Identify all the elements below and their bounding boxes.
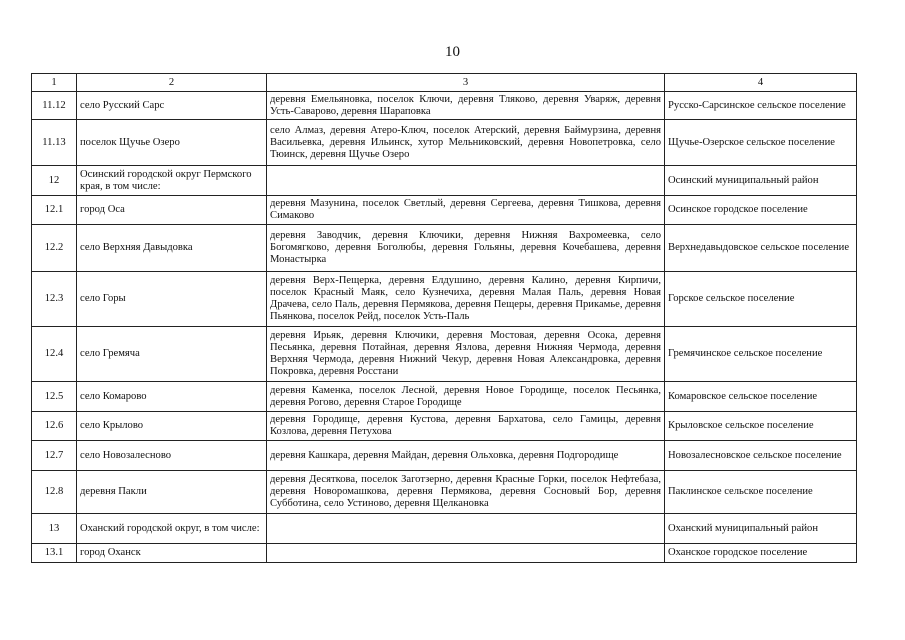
municipal-status: Паклинское сельское поселение: [665, 471, 857, 514]
settlement-center: Осинский городской округ Пермского края, в том числе:: [77, 166, 267, 196]
settlement-center: село Горы: [77, 272, 267, 327]
table-row: [32, 327, 857, 382]
row-number: 12.2: [32, 225, 77, 272]
municipal-status: Оханское городское поселение: [665, 544, 857, 563]
settlements-list: [267, 544, 665, 563]
row-number: 12.3: [32, 272, 77, 327]
settlement-center: село Комарово: [77, 382, 267, 412]
settlements-list: деревня Заводчик, деревня Ключики, деревня Нижняя Вахромеевка, село Богомягково, деревня Боголюбы, деревня Гольяны, деревня Кочебашева, деревня Монастырка: [267, 225, 665, 272]
row-number: 13: [32, 514, 77, 544]
municipal-status: Осинское городское поселение: [665, 196, 857, 225]
table-row: [32, 544, 857, 563]
row-number: 13.1: [32, 544, 77, 563]
settlements-list: село Алмаз, деревня Атеро-Ключ, поселок Атерский, деревня Баймурзина, деревня Васильевка, деревня Ильинск, хутор Мельниковский, деревня Новопетровка, село Тюинск, деревня Щучье Озеро: [267, 120, 665, 166]
settlement-center: Оханский городской округ, в том числе:: [77, 514, 267, 544]
municipal-status: Комаровское сельское поселение: [665, 382, 857, 412]
settlements-list: деревня Ирьяк, деревня Ключики, деревня Мостовая, деревня Осока, деревня Песьянка, деревня Потайная, деревня Язлова, деревня Нижняя Чермода, деревня Верхняя Чермода, деревня Нижний Чекур, деревня Новая Александровка, деревня Покровка, деревня Росстани: [267, 327, 665, 382]
municipal-status: Осинский муниципальный район: [665, 166, 857, 196]
header-cell: 2: [77, 74, 267, 92]
table-row: [32, 382, 857, 412]
row-number: 12.5: [32, 382, 77, 412]
row-number: 12.1: [32, 196, 77, 225]
settlement-center: поселок Щучье Озеро: [77, 120, 267, 166]
municipal-status: Крыловское сельское поселение: [665, 412, 857, 441]
municipal-status: Гремячинское сельское поселение: [665, 327, 857, 382]
municipal-status: Верхнедавыдовское сельское поселение: [665, 225, 857, 272]
table-row: [32, 412, 857, 441]
header-cell: 3: [267, 74, 665, 92]
municipal-status: Горское сельское поселение: [665, 272, 857, 327]
settlement-center: деревня Пакли: [77, 471, 267, 514]
row-number: 12.4: [32, 327, 77, 382]
settlement-center: село Русский Сарс: [77, 92, 267, 120]
municipal-status: Русско-Сарсинское сельское поселение: [665, 92, 857, 120]
settlement-center: город Оса: [77, 196, 267, 225]
table-row: [32, 471, 857, 514]
table-row: [32, 272, 857, 327]
table-row: [32, 514, 857, 544]
settlement-center: село Верхняя Давыдовка: [77, 225, 267, 272]
settlement-center: село Гремяча: [77, 327, 267, 382]
settlements-table: [31, 73, 857, 563]
settlements-list: деревня Мазунина, поселок Светлый, деревня Сергеева, деревня Тишкова, деревня Симаково: [267, 196, 665, 225]
row-number: 12.6: [32, 412, 77, 441]
settlements-list: [267, 514, 665, 544]
settlement-center: село Новозалесново: [77, 441, 267, 471]
header-cell: 1: [32, 74, 77, 92]
table-row: [32, 92, 857, 120]
header-cell: 4: [665, 74, 857, 92]
municipal-status: Щучье-Озерское сельское поселение: [665, 120, 857, 166]
settlements-list: деревня Емельяновка, поселок Ключи, деревня Тляково, деревня Уваряж, деревня Усть-Саварово, деревня Шараповка: [267, 92, 665, 120]
settlements-list: деревня Городище, деревня Кустова, деревня Бархатова, село Гамицы, деревня Козлова, деревня Петухова: [267, 412, 665, 441]
settlements-list: [267, 166, 665, 196]
row-number: 12.8: [32, 471, 77, 514]
table-row: [32, 120, 857, 166]
page-number: 10: [445, 44, 460, 60]
settlement-center: село Крылово: [77, 412, 267, 441]
table-row: [32, 196, 857, 225]
municipal-status: Оханский муниципальный район: [665, 514, 857, 544]
row-number: 11.13: [32, 120, 77, 166]
row-number: 11.12: [32, 92, 77, 120]
table-header-row: [32, 74, 857, 92]
row-number: 12.7: [32, 441, 77, 471]
table-row: [32, 441, 857, 471]
municipal-status: Новозалесновское сельское поселение: [665, 441, 857, 471]
settlements-list: деревня Каменка, поселок Лесной, деревня Новое Городище, поселок Песьянка, деревня Рогово, деревня Старое Городище: [267, 382, 665, 412]
table-row: [32, 166, 857, 196]
settlements-list: деревня Десяткова, поселок Заготзерно, деревня Красные Горки, поселок Нефтебаза, деревня Новоромашкова, деревня Пермякова, деревня Сосновый Бор, деревня Субботина, село Устиново, деревня Щелкановка: [267, 471, 665, 514]
settlement-center: город Оханск: [77, 544, 267, 563]
row-number: 12: [32, 166, 77, 196]
settlements-list: деревня Верх-Пещерка, деревня Елдушино, деревня Калино, деревня Кирпичи, поселок Красный Маяк, село Кузнечиха, деревня Малая Паль, деревня Новая Драчева, село Паль, деревня Пермякова, деревня Пещеры, деревня Прикамье, деревня Пьянкова, поселок Рейд, поселок Усть-Паль: [267, 272, 665, 327]
settlements-list: деревня Кашкара, деревня Майдан, деревня Ольховка, деревня Подгородище: [267, 441, 665, 471]
table-row: [32, 225, 857, 272]
